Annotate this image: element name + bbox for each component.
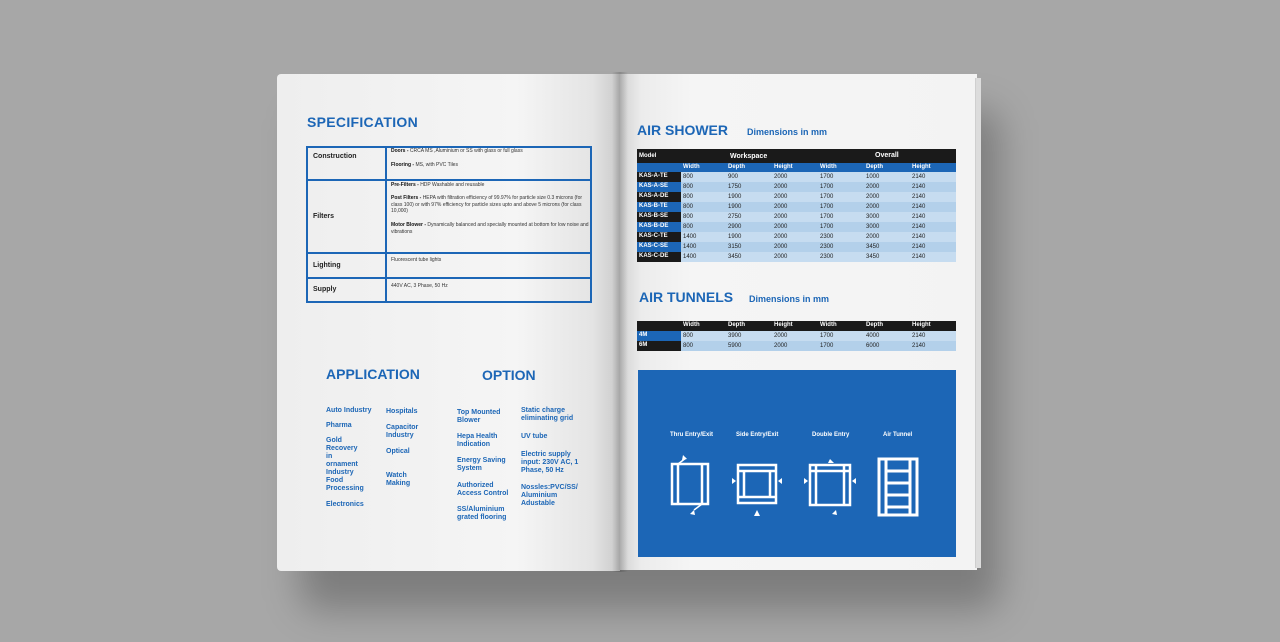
sub-header-cell: Depth	[728, 322, 745, 328]
sub-header-cell: Depth	[866, 322, 883, 328]
value-cell: 2140	[912, 174, 926, 180]
option-item: UV tube	[521, 433, 548, 440]
model-cell: KAS-C-TE	[637, 232, 681, 242]
diagram-title: Side Entry/Exit	[736, 432, 779, 438]
application-item: Food Processing	[326, 477, 364, 492]
spec-item: Motor Blower - Dynamically balanced and specially mounted at bottom for low noise and vibrations	[391, 222, 589, 235]
sub-header-row	[637, 321, 956, 330]
table-row	[637, 192, 956, 202]
value-cell: 2000	[866, 194, 880, 200]
specification-table	[306, 146, 592, 303]
value-cell: 2140	[912, 244, 926, 250]
value-cell: 3150	[728, 244, 742, 250]
table-row	[637, 202, 956, 212]
value-cell: 800	[683, 204, 694, 210]
value-cell: 1700	[820, 224, 834, 230]
spec-label: Construction	[313, 153, 357, 160]
spec-item: 440V AC, 3 Phase, 50 Hz	[391, 283, 448, 289]
dimensions-label: Dimensions in mm	[749, 294, 830, 304]
sub-header-cell: Width	[820, 164, 837, 170]
value-cell: 2000	[774, 244, 788, 250]
table-row	[637, 242, 956, 252]
table-row	[637, 182, 956, 192]
value-cell: 1900	[728, 204, 742, 210]
value-cell: 800	[683, 333, 694, 339]
value-cell: 1700	[820, 184, 834, 190]
table-row	[637, 232, 956, 242]
application-item: Gold Recovery in ornament Industry	[326, 437, 358, 476]
value-cell: 2000	[774, 184, 788, 190]
option-item: Electric supply input: 230V AC, 1 Phase, 50 Hz	[521, 451, 579, 474]
model-cell: KAS-B-TE	[637, 202, 681, 212]
spec-row-filters	[308, 179, 590, 254]
spec-divider	[385, 279, 387, 303]
sub-header-cell: Height	[774, 164, 793, 170]
spec-divider	[385, 148, 387, 179]
table-header	[637, 149, 956, 163]
application-item: Electronics	[326, 501, 364, 508]
sub-header-cell: Height	[912, 322, 931, 328]
value-cell: 1700	[820, 343, 834, 349]
value-cell: 2000	[774, 194, 788, 200]
value-cell: 800	[683, 224, 694, 230]
value-cell: 1700	[820, 204, 834, 210]
spec-item: Pre-Filters - HDP Washable and reusable	[391, 182, 485, 188]
value-cell: 2140	[912, 214, 926, 220]
sub-header-cell: Height	[912, 164, 931, 170]
air-shower-heading: AIR SHOWER	[637, 122, 728, 138]
option-item: Authorized Access Control	[457, 482, 509, 497]
sub-header-cell: Depth	[866, 164, 883, 170]
option-item: Energy Saving System	[457, 457, 506, 472]
value-cell: 2000	[774, 254, 788, 260]
value-cell: 2000	[774, 333, 788, 339]
spec-label: Lighting	[313, 262, 341, 269]
sub-header-row	[637, 163, 956, 172]
sub-header-cell: Height	[774, 322, 793, 328]
table-row	[637, 331, 956, 341]
value-cell: 2140	[912, 204, 926, 210]
value-cell: 800	[683, 194, 694, 200]
specification-heading: SPECIFICATION	[307, 114, 418, 130]
application-item: Watch Making	[386, 472, 411, 487]
book-spine	[612, 72, 628, 572]
value-cell: 2140	[912, 184, 926, 190]
value-cell: 800	[683, 343, 694, 349]
option-item: Top Mounted Blower	[457, 409, 501, 424]
application-item: Pharma	[326, 422, 352, 429]
spec-item: Doors - CRCA MS ,Aluminium or SS with glass or full glass	[391, 148, 523, 154]
spec-divider	[385, 181, 387, 254]
value-cell: 4000	[866, 333, 880, 339]
value-cell: 800	[683, 184, 694, 190]
value-cell: 1400	[683, 234, 697, 240]
value-cell: 2000	[774, 174, 788, 180]
table-row	[637, 252, 956, 262]
spec-label: Filters	[313, 213, 335, 220]
value-cell: 2300	[820, 244, 834, 250]
application-heading: APPLICATION	[326, 366, 420, 382]
value-cell: 3900	[728, 333, 742, 339]
sub-header-cell: Width	[683, 164, 700, 170]
value-cell: 2000	[774, 204, 788, 210]
spec-row-construction	[308, 148, 590, 179]
value-cell: 2000	[774, 234, 788, 240]
application-item: Optical	[386, 448, 410, 455]
value-cell: 1700	[820, 333, 834, 339]
model-cell: 6M	[637, 341, 681, 351]
value-cell: 800	[683, 174, 694, 180]
model-cell: KAS-C-DE	[637, 252, 681, 262]
value-cell: 1700	[820, 194, 834, 200]
diagram-illustrations	[638, 370, 956, 557]
model-cell: KAS-A-SE	[637, 182, 681, 192]
value-cell: 1000	[866, 174, 880, 180]
value-cell: 1400	[683, 244, 697, 250]
spec-label: Supply	[313, 286, 337, 293]
table-row	[637, 341, 956, 351]
option-item: SS/Aluminium grated flooring	[457, 506, 507, 521]
model-cell: KAS-C-SE	[637, 242, 681, 252]
value-cell: 1900	[728, 194, 742, 200]
spec-row-lighting	[308, 252, 590, 279]
application-item: Auto Industry	[326, 407, 372, 414]
spec-item: Fluorescent tube lights	[391, 257, 442, 263]
model-cell: KAS-B-SE	[637, 212, 681, 222]
table-row	[637, 212, 956, 222]
side-entry-diagram	[732, 465, 782, 516]
value-cell: 2140	[912, 343, 926, 349]
value-cell: 2750	[728, 214, 742, 220]
value-cell: 3450	[728, 254, 742, 260]
value-cell: 1900	[728, 234, 742, 240]
value-cell: 3000	[866, 224, 880, 230]
model-cell: KAS-A-TE	[637, 172, 681, 182]
value-cell: 2000	[866, 204, 880, 210]
value-cell: 3450	[866, 254, 880, 260]
model-cell: 4M	[637, 331, 681, 341]
value-cell: 2140	[912, 194, 926, 200]
header-workspace: Workspace	[730, 153, 768, 160]
value-cell: 2000	[774, 214, 788, 220]
value-cell: 2140	[912, 234, 926, 240]
diagram-title: Thru Entry/Exit	[670, 432, 714, 438]
diagram-panel	[638, 370, 956, 557]
spec-divider	[385, 254, 387, 279]
value-cell: 6000	[866, 343, 880, 349]
page-edges	[975, 78, 981, 568]
value-cell: 1700	[820, 214, 834, 220]
option-item: Hepa Health Indication	[457, 433, 498, 448]
value-cell: 1400	[683, 254, 697, 260]
value-cell: 5900	[728, 343, 742, 349]
option-heading: OPTION	[482, 367, 536, 383]
thru-entry-diagram	[672, 455, 708, 515]
diagram-title: Air Tunnel	[883, 432, 913, 438]
header-overall: Overall	[875, 152, 899, 159]
model-cell: KAS-A-DE	[637, 192, 681, 202]
double-entry-diagram	[804, 459, 856, 515]
value-cell: 2000	[774, 224, 788, 230]
sub-header-cell: Width	[820, 322, 837, 328]
sub-header-cell: Depth	[728, 164, 745, 170]
value-cell: 2900	[728, 224, 742, 230]
value-cell: 2000	[866, 234, 880, 240]
option-item: Static charge eliminating grid	[521, 407, 574, 422]
dimensions-label: Dimensions in mm	[747, 127, 828, 137]
table-row	[637, 222, 956, 232]
air-shower-table	[637, 149, 956, 269]
value-cell: 1700	[820, 174, 834, 180]
value-cell: 800	[683, 214, 694, 220]
sub-header-cell: Width	[683, 322, 700, 328]
application-item: Capacitor Industry	[386, 424, 419, 439]
air-tunnels-table	[637, 321, 956, 352]
spec-item: Flooring - MS, with PVC Tiles	[391, 162, 458, 168]
value-cell: 900	[728, 174, 739, 180]
value-cell: 2000	[866, 184, 880, 190]
value-cell: 3450	[866, 244, 880, 250]
value-cell: 2140	[912, 333, 926, 339]
value-cell: 2140	[912, 224, 926, 230]
table-row	[637, 172, 956, 182]
value-cell: 2300	[820, 254, 834, 260]
value-cell: 3000	[866, 214, 880, 220]
air-tunnel-diagram	[879, 459, 917, 515]
application-item: Hospitals	[386, 408, 418, 415]
value-cell: 1750	[728, 184, 742, 190]
value-cell: 2140	[912, 254, 926, 260]
option-item: Nossles:PVC/SS/ Aluminium Adustable	[521, 484, 578, 507]
model-cell: KAS-B-DE	[637, 222, 681, 232]
spec-row-supply	[308, 277, 590, 303]
value-cell: 2300	[820, 234, 834, 240]
header-model: Model	[639, 153, 657, 159]
diagram-title: Double Entry	[812, 432, 850, 438]
value-cell: 2000	[774, 343, 788, 349]
spec-item: Post Filters - HEPA with filtration efficiency of 99.97% for particle size 0.3 microns (for class 100) or with 97% efficiency for particle sizes upto and above 5 microns (for class 10,000)	[391, 195, 583, 214]
air-tunnels-heading: AIR TUNNELS	[639, 289, 734, 305]
